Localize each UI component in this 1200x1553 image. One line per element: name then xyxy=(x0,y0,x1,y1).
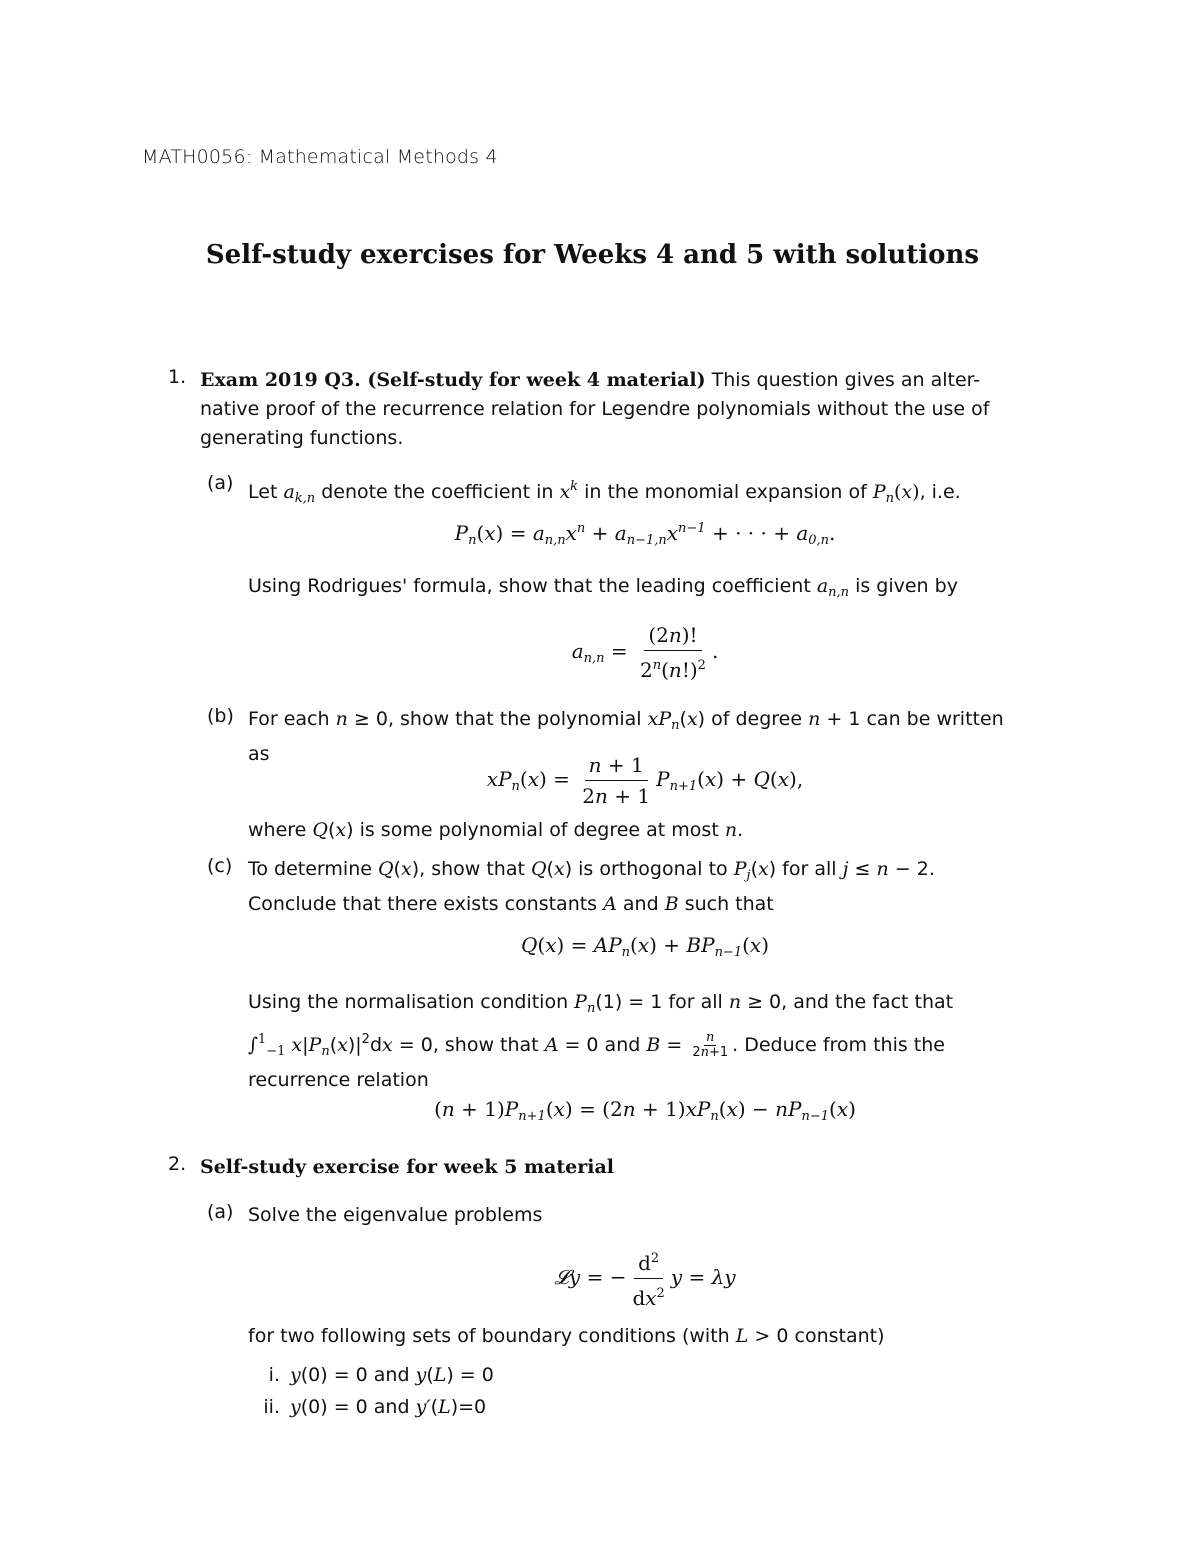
leading-coefficient-equation: $a_{n,n}$ = $\frac{(2n)!}{2^n(n!)^2}$ . xyxy=(571,623,719,682)
part-c-text: To determine Q(x), show that Q(x) is orthogonal to $P_j(x)$ for all j ≤ n − 2. Conclude that there exists constants A and B such that xyxy=(248,858,935,915)
monomial-expansion-equation: $P_n(x) = a_{n,n}x^n + a_{n-1,n}x^{n-1}$ + · · · + $a_{0,n}$. xyxy=(454,521,836,548)
question-1-intro: Exam 2019 Q3. (Self-study for week 4 material) This question gives an alter- native proof of the recurrence relation for Legendre polynomials without the use of generating functions. xyxy=(200,369,990,449)
question-2-heading: Self-study exercise for week 5 material xyxy=(200,1156,614,1178)
list-item-label: ii. xyxy=(263,1396,280,1418)
question-number: 1. xyxy=(168,366,187,388)
boundary-conditions-text: for two following sets of boundary conditions (with L > 0 constant) xyxy=(248,1325,885,1347)
part-a-text: Let $a_{k,n}$ denote the coefficient in $x^k$ in the monomial expansion of $P_n(x)$, i.e. xyxy=(248,479,961,506)
q-decomposition-equation: $Q(x) = AP_n(x) + BP_{n-1}(x)$ xyxy=(520,933,770,960)
part-a-rodrigues-text: Using Rodrigues' formula, show that the leading coefficient $a_{n,n}$ is given by xyxy=(248,575,958,600)
boundary-condition-i: y(0) = 0 and y(L) = 0 xyxy=(290,1364,494,1386)
q2-part-a-text: Solve the eigenvalue problems xyxy=(248,1204,543,1226)
part-label: (b) xyxy=(207,705,234,727)
part-label: (a) xyxy=(207,1201,234,1223)
question-1-heading: Exam 2019 Q3. (Self-study for week 4 material) xyxy=(200,369,706,391)
eigenvalue-equation: 𝓛y = − $\frac{d^2}{dx^2}$ y = λy xyxy=(0,1246,1200,1311)
part-b-text: For each n ≥ 0, show that the polynomial $xP_n(x)$ of degree n + 1 can be written as xyxy=(248,708,1004,765)
page-title: Self-study exercises for Weeks 4 and 5 with solutions xyxy=(205,240,980,270)
recurrence-split-equation: $xP_n(x)$ = $\frac{n + 1}{2n + 1}$ $P_{n+1}(x) + Q(x)$, xyxy=(486,753,804,808)
part-label: (c) xyxy=(207,855,233,877)
part-label: (a) xyxy=(207,472,234,494)
legendre-recurrence-equation: $(n + 1)P_{n+1}(x) = (2n + 1)xP_n(x) - nP_{n-1}(x)$ xyxy=(434,1097,856,1124)
part-b-where-text: where Q(x) is some polynomial of degree at most n. xyxy=(248,819,744,841)
list-item-label: i. xyxy=(268,1364,280,1386)
part-c-normalisation-text: Using the normalisation condition $P_n(1) = 1$ for all n ≥ 0, and the fact that ∫$^1_{-1}$ $x|P_n(x)|^2dx = 0$, show that A = 0 and B = $\frac{n}{2n+1}$ . Deduce from this the recurrence relation xyxy=(248,991,954,1091)
course-title: MATH0056: Mathematical Methods 4 xyxy=(142,146,498,168)
question-number: 2. xyxy=(168,1153,187,1175)
boundary-condition-ii: y(0) = 0 and y′(L)=0 xyxy=(290,1396,487,1418)
